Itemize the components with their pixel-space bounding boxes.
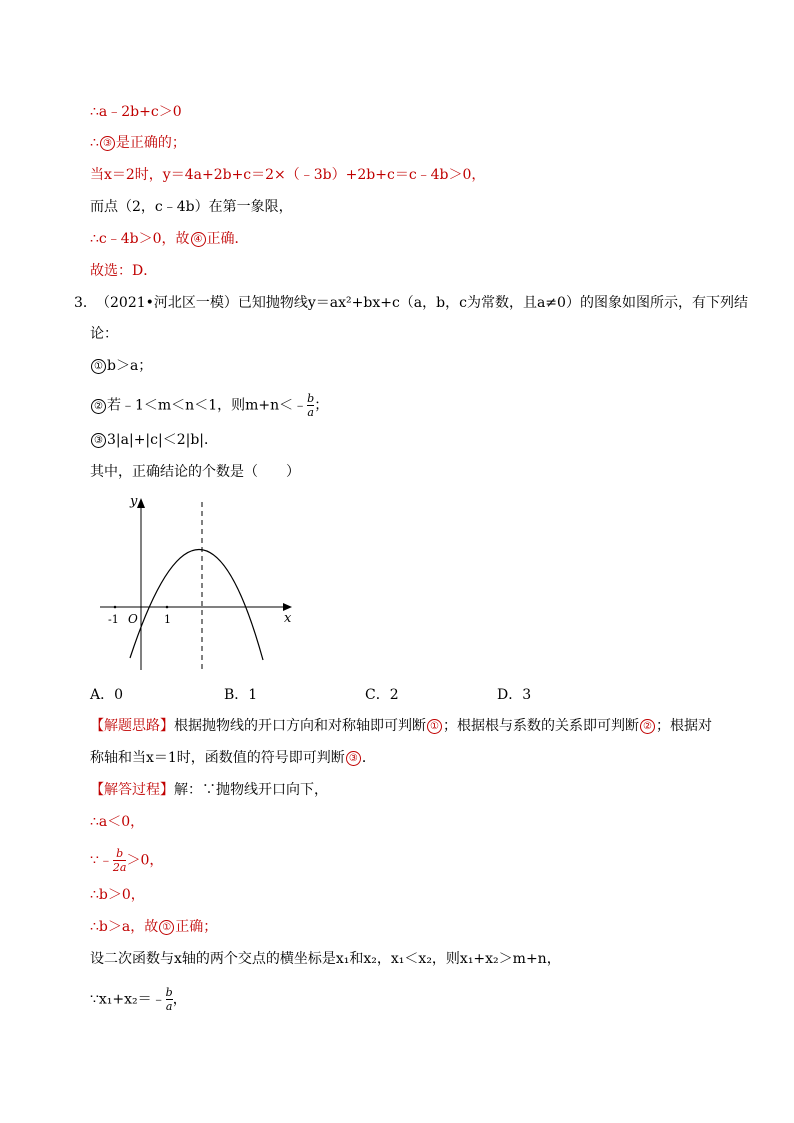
text: 根据抛物线的开口方向和对称轴即可判断 <box>174 718 426 734</box>
text: 正确． <box>206 231 249 247</box>
text: ∴c﹣4b＞0，故 <box>90 231 190 247</box>
parabola-curve <box>130 549 263 660</box>
option-a[interactable]: A．0 <box>90 687 124 703</box>
text: ；根据根与系数的关系即可判断 <box>443 718 639 734</box>
step-line-1: ∴a﹣2b+c＞0 <box>90 104 182 120</box>
solution-step-2 <box>90 847 163 874</box>
question-stem-2: 论： <box>90 326 118 342</box>
circle-number: ① <box>91 359 106 374</box>
conclusion-2 <box>90 392 328 419</box>
hint-tag: 【解题思路】 <box>90 718 174 734</box>
numerator: b <box>307 392 315 405</box>
y-axis-arrow <box>137 498 145 508</box>
origin-label: O <box>128 612 138 626</box>
solution-step-5: 设二次函数与x轴的两个交点的横坐标是x₁和x₂，x₁＜x₂，则x₁+x₂＞m+n， <box>90 951 561 967</box>
text: ， <box>172 991 187 1008</box>
hint-line-2 <box>90 748 376 768</box>
text: ∵x₁+x₂＝﹣ <box>90 991 166 1008</box>
numerator: b <box>116 847 124 860</box>
question-number: 3． <box>74 295 97 311</box>
text: ∵﹣ <box>90 852 113 869</box>
solution-step-4 <box>90 917 217 937</box>
tick-1-point <box>166 606 169 609</box>
step-line-5 <box>90 229 249 249</box>
text: ＞0， <box>126 852 164 869</box>
process-tag: 【解答过程】 <box>90 782 174 798</box>
circle-number: ② <box>640 719 655 734</box>
denominator: 2a <box>112 861 127 874</box>
tick-neg1-point <box>114 606 117 609</box>
text: b＞a； <box>107 358 153 374</box>
circle-number: ③ <box>91 433 106 448</box>
circle-number: ② <box>91 399 106 414</box>
hint-line-1 <box>90 716 712 736</box>
text: ∴ <box>90 135 99 151</box>
circle-number: ① <box>159 920 174 935</box>
denominator: a <box>307 406 314 419</box>
process-line <box>90 780 328 800</box>
question-stem-1: （2021•河北区一模）已知抛物线y＝ax²+bx+c（a，b，c为常数，且a≠0）的图象如图所示，有下列结 <box>96 295 748 311</box>
circle-number: ① <box>427 719 442 734</box>
parabola-graph <box>100 490 300 675</box>
tick-1-label: 1 <box>164 613 171 626</box>
x-label: x <box>284 611 292 626</box>
x-axis-arrow <box>283 603 292 611</box>
solution-step-1: ∴a＜0， <box>90 814 145 830</box>
option-c[interactable]: C．2 <box>365 687 399 703</box>
circle-number: ④ <box>191 232 206 247</box>
text: 解：∵抛物线开口向下， <box>174 782 328 798</box>
step-line-4: 而点（2，c﹣4b）在第一象限， <box>90 199 293 215</box>
circle-number: ③ <box>346 751 361 766</box>
text: 3|a|+|c|＜2|b|． <box>107 432 218 448</box>
denominator: a <box>165 1000 173 1013</box>
step-line-2 <box>90 133 186 153</box>
option-b[interactable]: B．1 <box>224 687 258 703</box>
step-line-3: 当x＝2时，y＝4a+2b+c＝2×（﹣3b）+2b+c＝c﹣4b＞0， <box>90 167 486 183</box>
text: ． <box>361 750 376 766</box>
solution-step-3: ∴b＞0， <box>90 887 145 903</box>
answer-line: 故选：D． <box>90 263 158 279</box>
conclusion-3 <box>90 430 218 450</box>
text: 称轴和当x＝1时，函数值的符号即可判断 <box>90 750 345 766</box>
numerator: b <box>165 986 173 999</box>
text: 是正确的； <box>115 135 186 151</box>
text: ∴b＞a，故 <box>90 919 159 935</box>
question-ask: 其中，正确结论的个数是（ ） <box>90 464 300 480</box>
fraction <box>166 986 173 1013</box>
text: ； <box>314 397 329 414</box>
solution-step-6 <box>90 986 187 1013</box>
conclusion-1 <box>90 356 152 376</box>
text: 若﹣1＜m＜n＜1，则m+n＜﹣ <box>107 397 308 414</box>
option-d[interactable]: D．3 <box>497 687 532 703</box>
text: 正确； <box>175 919 218 935</box>
y-label: y <box>130 494 138 509</box>
fraction <box>113 847 127 874</box>
circle-number: ③ <box>100 136 115 151</box>
text: ；根据对 <box>656 718 712 734</box>
tick-neg1-label: -1 <box>108 613 119 626</box>
